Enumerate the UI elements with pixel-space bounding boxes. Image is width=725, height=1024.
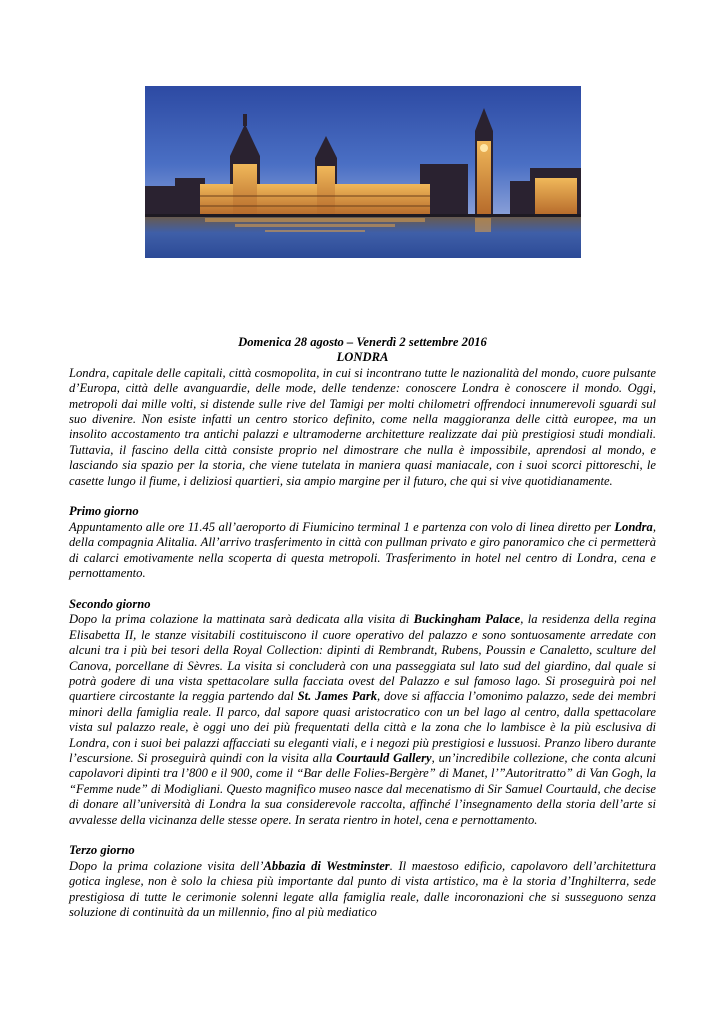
document-body — [69, 335, 656, 920]
day2-bold-buckingham: Buckingham Palace — [413, 612, 521, 627]
day1-paragraph: Appuntamento alle ore 11.45 all’aeroporto di Fiumicino terminal 1 e partenza con volo di linea diretto per Londra, della compagnia Alitalia. All’arrivo trasferimento in città con pullman privato e giro panoramico che ci permetterà di calarci emotivamente nella scoperta di questa metropoli. Trasferimento in hotel nel centro di Londra, cena e pernottamento. — [69, 519, 656, 581]
day2-bold-courtauld: Courtauld Gallery — [336, 750, 432, 765]
trip-dates: Domenica 28 agosto – Venerdì 2 settembre 2016 — [238, 335, 487, 349]
day2-bold-stjames: St. James Park — [297, 689, 378, 704]
day3-heading: Terzo giorno — [69, 843, 135, 858]
day1-bold-london: Londra — [614, 519, 653, 534]
day3-bold-westminster: Abbazia di Westminster — [263, 858, 390, 873]
day1-heading: Primo giorno — [69, 504, 139, 519]
day3-paragraph: Dopo la prima colazione visita dell’Abbazia di Westminster. Il maestoso edificio, capolavoro dell’architettura gotica inglese, non è solo la chiesa più importante dal punto di vista artistico, ma è la storia d’Inghilterra, sede prestigiosa di tutte le cerimonie solenni legate alla famiglia reale, dalle incoronazioni che si susseguono senza soluzione di continuità da un millennio, fino al più mediatico — [69, 858, 657, 919]
trip-city: LONDRA — [336, 350, 389, 365]
westminster-photo — [145, 86, 581, 258]
intro-paragraph: Londra, capitale delle capitali, città cosmopolita, in cui si incontrano tutte le nazionalità del mondo, cuore pulsante d’Europa, città delle avanguardie, delle mode, delle tendenze: conoscere Londra è conoscere il mondo. Oggi, metropoli dai mille volti, si distende sulle rive del Tamigi per molti chilometri offrendoci innumerevoli sguardi sul suo divenire. Non esiste infatti un centro storico definito, come nella maggioranza delle città europee, ma un insolito accostamento tra antichi palazzi e ultramoderne architetture realizzate dai più prestigiosi studi mondiali. Tuttavia, il fascino della città consiste proprio nel dimostrare che nulla è impossibile, aprendosi al mondo, e lasciando sia spazio per la storia, che viene tutelata in maniera quasi maniacale, con i suoi scorci pittoreschi, le casette lungo il fiume, i deliziosi quartieri, sia ampio margine per il futuro, che qui si vive quotidianamente. — [69, 365, 656, 488]
day2-heading: Secondo giorno — [69, 596, 151, 611]
day2-paragraph: Dopo la prima colazione la mattinata sarà dedicata alla visita di Buckingham Palace, la residenza della regina Elisabetta II, le stanze visitabili costituiscono il cuore operativo del palazzo e sono sontuosamente arredate con alcuni tra i più bei tesori della Royal Collection: dipinti di Rembrandt, Rubens, Poussin e Canaletto, sculture del Canova, porcellane di Sèvres. La visita si concluderà con una passeggiata sul lato sud del giardino, dal quale si potrà godere di una vista spettacolare sulla facciata ovest del Palazzo e sul famoso lago. Si proseguirà poi nel quartiere circostante la reggia partendo dal St. James Park, dove si affaccia l’omonimo palazzo, sede dei membri minori della famiglia reale. Il parco, dal sapore quasi aristocratico con un bel lago al centro, dalla spettacolare vista sul palazzo reale, è oggi uno dei più frequentati della città e la zona che lo lambisce è la più esclusiva di Londra, con i suoi bei palazzi affacciati su eleganti viali, e i negozi più prestigiosi e lussuosi. Pranzo libero durante l’escursione. Si proseguirà quindi con la visita alla Courtauld Gallery, un’incredibile collezione, che conta alcuni capolavori dipinti tra l’800 e il 900, come il “Bar delle Folies-Bergère” di Manet, l’”Autoritratto” di Van Gogh, la “Femme nude” di Modigliani. Questo magnifico museo nasce dal mecenatismo di Sir Samuel Courtauld, che decise di donare all’università di Londra la sua considerevole raccolta, affinché l’insegnamento della storia dell’arte si avvalesse della vicinanza delle stesse opere. In serata rientro in hotel, cena e pernottamento. — [69, 612, 657, 827]
